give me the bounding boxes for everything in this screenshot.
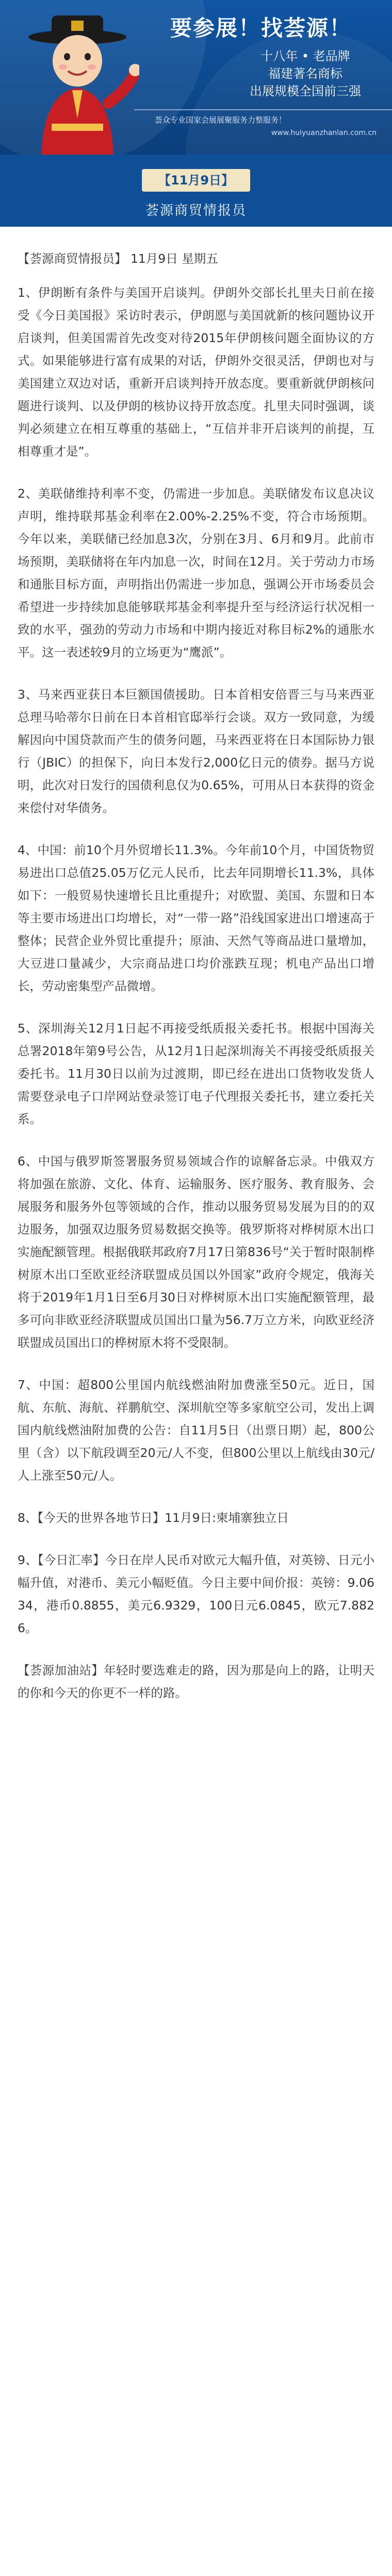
banner-url: www.huiyuanzhanlan.com.cn (271, 129, 377, 137)
date-block (0, 155, 392, 227)
news-item-exchange-rate: 9、【今日汇率】今日在岸人民币对欧元大幅升值，对英镑、日元小幅升值，对港币、美元小幅贬值。今日主要中间价报：英镑：9.0634，港币0.8855，美元6.9329，100日元6.0845，欧元7.8826。 (18, 1553, 374, 1635)
news-item-fuel-surcharge: 7、中国：超800公里国内航线燃油附加费涨至50元。近日，国航、东航、海航、祥鹏航空、深圳航空等多家航空公司，发出上调国内航线燃油附加费的公告：自11月5日（出票日期）起，800公里（含）以下航段调至20元/人不变，但800公里以上航线由30元/人上涨至50元/人。 (18, 1378, 374, 1483)
news-item-holiday: 8、【今天的世界各地节日】11月9日:柬埔寨独立日 (18, 1511, 289, 1525)
brand-claims (250, 47, 361, 100)
news-item-fed: 2、美联储维持利率不变，仍需进一步加息。美联储发布议息决议声明，维持联邦基金利率在2.00%-2.25%不变，符合市场预期。今年以来，美联储已经加息3次，分别在3月、6月和9月。此前市场预期，美联储将在年内加息一次，时间在12月。关于劳动力市场和通胀目标方面，声明指出仍需进一步加息，强调公开市场委员会希望进一步持续加息能够联邦基金利率提升至与经济运行状况相一致的水平，强劲的劳动力市场和中期内接近对称目标2%的通胀水平。这一表述较9月的立场更为“鹰派”。 (18, 486, 374, 659)
banner-tagline: 荟众专业国家会展展聚服务力整服务！ (155, 115, 287, 125)
news-item-china-russia: 6、中国与俄罗斯签署服务贸易领域合作的谅解备忘录。中俄双方将加强在旅游、文化、体育、运输服务、医疗服务、教育服务、会展服务和服务外包等领域的合作，推动以服务贸易发展为目的的双边服务，加强双边服务贸易数据交换等。俄罗斯将对桦树原木出口实施配额管理。根据俄联邦政府7月17日第836号“关于暂时限制桦树原木出口至欧亚经济联盟成员国以外国家”政府令规定，俄海关将于2019年1月1日至6月30日对桦树原木出口实施配额管理，最多可向非欧亚经济联盟成员国出口量为56.7万立方米，向欧亚经济联盟成员国出口的桦树原木将不受限制。 (18, 1154, 374, 1350)
news-item-malaysia: 3、马来西亚获日本巨额国债援助。日本首相安倍晋三与马来西亚总理马哈蒂尔日前在日本首相官邸举行会谈。双方一致同意，为缓解因向中国贷款而产生的债务问题，马来西亚将在日本国际协力银行（JBIC）的担保下，向日本发行2,000亿日元的债券。据马方说明，此次对日发行的国债利息仅为0.65%，可用从日本获得的资金来偿付对华债务。 (18, 687, 374, 815)
brand-claim-trademark: 福建著名商标 (268, 66, 342, 81)
news-item-china-trade: 4、中国：前10个月外贸增长11.3%。今年前10个月，中国货物贸易进出口总值25.05万亿元人民币，比去年同期增长11.3%，具体如下：一般贸易快速增长且比重提升；对欧盟、美国、东盟和日本等主要市场进出口均增长，对“一带一路”沿线国家进出口增速高于整体；民营企业外贸比重提升；原油、天然气等商品进口量增加，大豆进口量减少，大宗商品进口均价涨跌互现；机电产品出口增长，劳动密集型产品微增。 (18, 843, 374, 993)
closing-quote: 【荟源加油站】年轻时要选难走的路，因为那是向上的路，让明天的你和今天的你更不一样的路。 (18, 1663, 374, 1700)
article-header-line: 【荟源商贸情报员】 11月9日 星期五 (18, 251, 218, 266)
header-banner (0, 0, 392, 155)
column-title: 荟源商贸情报员 (145, 203, 247, 218)
brand-claim-years: 十八年 • 老品牌 (260, 49, 350, 63)
mascot-illustration (15, 5, 139, 155)
banner-slogan: 要参展！找荟源！ (170, 15, 352, 41)
banner-divider (134, 109, 392, 110)
news-item-shenzhen-customs: 5、深圳海关12月1日起不再接受纸质报关委托书。根据中国海关总署2018年第9号公告，从12月1日起深圳海关不再接受纸质报关委托书。11月30日以前为过渡期，即已经在进出口货物收发货人需要登录电子口岸网站登录签订电子代理报关委托书，建立委托关系。 (18, 1021, 374, 1126)
article-body (18, 247, 374, 1724)
brand-claim-scale: 出展规模全国前三强 (250, 84, 361, 98)
date-badge: 【11月9日】 (142, 169, 250, 192)
news-item-iran: 1、伊朗断有条件与美国开启谈判。伊朗外交部长扎里夫日前在接受《今日美国报》采访时表示，伊朗愿与美国就新的核问题协议开启谈判，但美国需首先改变对待2015年伊朗核问题全面协议的方式。如果能够进行富有成果的对话，伊朗外交很灵活，伊朗也对与美国建立双边对话，重新开启谈判持开放态度。要重新就伊朗核问题进行谈判、以及伊朗的核协议持开放态度。扎里夫同时强调，谈判必须建立在相互尊重的基础上，“互信并非开启谈判的前提，互相尊重才是”。 (18, 285, 374, 459)
